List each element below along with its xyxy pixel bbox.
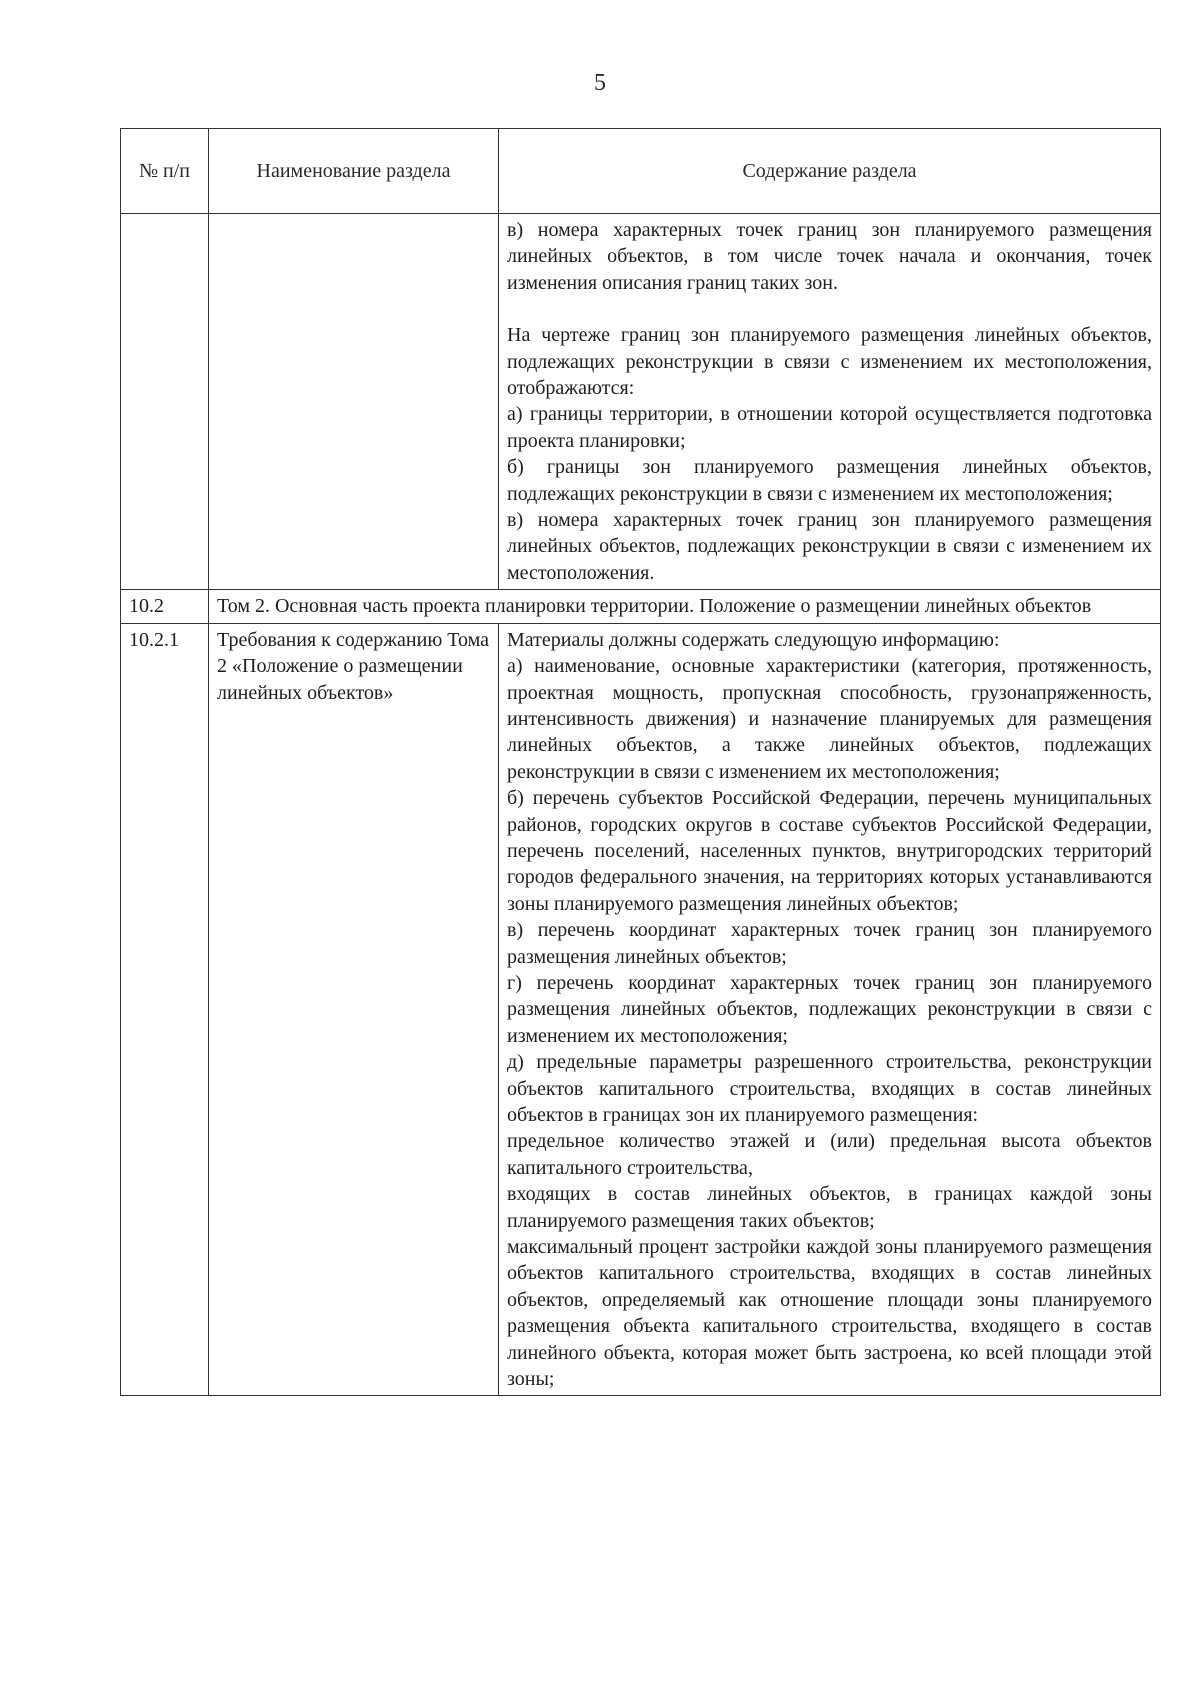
content-paragraph: На чертеже границ зон планируемого размещения линейных объектов, подлежащих реконструкции в связи с изменением их местоположения, отображаются: <box>507 324 1152 400</box>
content-paragraph: Материалы должны содержать следующую информацию: <box>507 628 1000 651</box>
content-paragraph: максимальный процент застройки каждой зоны планируемого размещения объектов капитального строительства, входящих в состав линейных объектов, определяемый как отношение площади зоны планируемого размещения объекта капитального строительства, входящего в состав линейного объекта, которая может быть застроена, ко всей площади этой зоны; <box>507 1236 1152 1391</box>
page-number: 5 <box>594 70 606 96</box>
content-paragraph: в) перечень координат характерных точек границ зон планируемого размещения линейных объектов; <box>507 919 1152 968</box>
content-paragraph: а) границы территории, в отношении которой осуществляется подготовка проекта планировки; <box>507 403 1152 452</box>
cell-num: 10.2 <box>121 590 209 623</box>
content-paragraph: входящих в состав линейных объектов, в границах каждой зоны планируемого размещения таких объектов; <box>507 1183 1152 1232</box>
header-num: № п/п <box>121 129 209 214</box>
cell-name <box>209 214 499 590</box>
content-paragraph: д) предельные параметры разрешенного строительства, реконструкции объектов капитального строительства, входящих в состав линейных объектов в границах зон их планируемого размещения: <box>507 1051 1152 1126</box>
content-paragraph: б) перечень субъектов Российской Федерации, перечень муниципальных районов, городских округов в составе субъектов Российской Федерации, перечень поселений, населенных пунктов, внутригородских территорий городов федерального значения, на территориях которых устанавливаются зоны планируемого размещения линейных объектов; <box>507 787 1152 915</box>
cell-content <box>499 214 1161 590</box>
sections-table <box>120 128 1161 1396</box>
cell-section-title: Том 2. Основная часть проекта планировки территории. Положение о размещении линейных объектов <box>209 590 1161 623</box>
table-row-10-2 <box>121 590 1161 623</box>
header-content: Содержание раздела <box>499 129 1161 214</box>
content-paragraph: б) границы зон планируемого размещения линейных объектов, подлежащих реконструкции в связи с изменением их местоположения; <box>507 456 1152 505</box>
table-header-row <box>121 129 1161 214</box>
cell-num <box>121 214 209 590</box>
header-name: Наименование раздела <box>209 129 499 214</box>
content-paragraph: г) перечень координат характерных точек границ зон планируемого размещения линейных объектов, подлежащих реконструкции в связи с изменением их местоположения; <box>507 971 1152 1047</box>
table-row-continuation <box>121 214 1161 590</box>
cell-num: 10.2.1 <box>121 623 209 1396</box>
table-row-10-2-1 <box>121 623 1161 1396</box>
content-paragraph: предельное количество этажей и (или) предельная высота объектов капитального строительства, <box>507 1130 1152 1179</box>
paragraph-gap <box>507 296 1152 322</box>
content-paragraph: в) номера характерных точек границ зон планируемого размещения линейных объектов, подлежащих реконструкции в связи с изменением их местоположения. <box>507 509 1152 584</box>
content-paragraph: в) номера характерных точек границ зон планируемого размещения линейных объектов, в том числе точек начала и окончания, точек изменения описания границ таких зон. <box>507 219 1152 294</box>
cell-content <box>499 623 1161 1396</box>
cell-name: Требования к содержанию Тома 2 «Положение о размещении линейных объектов» <box>209 623 499 1396</box>
content-paragraph: а) наименование, основные характеристики (категория, протяженность, проектная мощность, пропускная способность, грузонапряженность, интенсивность движения) и назначение планируемых для размещения линейных объектов, а также линейных объектов, подлежащих реконструкции в связи с изменением их местоположения; <box>507 655 1152 783</box>
